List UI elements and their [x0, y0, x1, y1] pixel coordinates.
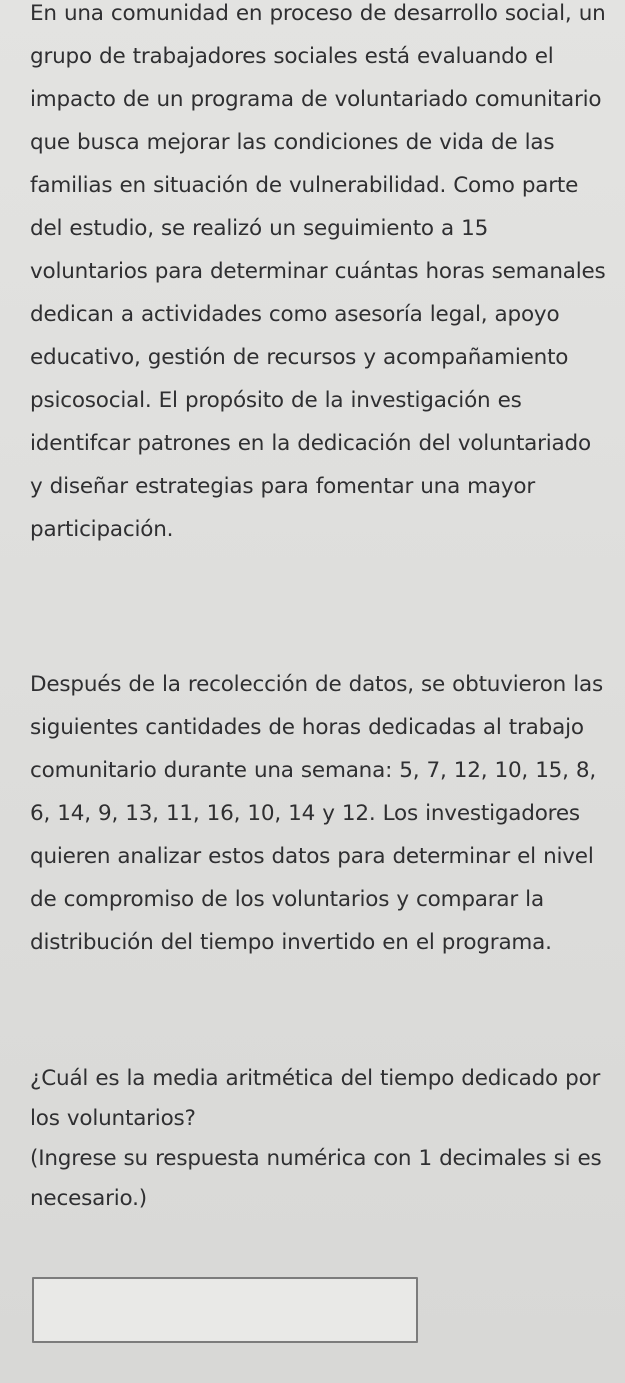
data-paragraph: Después de la recolección de datos, se obtuvieron las siguientes cantidades de horas dedicadas al trabajo comunitario durante una semana: 5, 7, 12, 10, 15, 8, 6, 14, 9, 13, 11, 16, 10, 14 y 12. Los investigadores quieren analizar estos datos para determinar el nivel de compromiso de los voluntarios y comparar la distribución del tiempo invertido en el programa.: [30, 672, 603, 955]
answer-input-box[interactable]: [32, 1277, 418, 1343]
question-prompt: ¿Cuál es la media aritmética del tiempo dedicado por los voluntarios?: [30, 1066, 601, 1131]
context-paragraph: En una comunidad en proceso de desarrollo social, un grupo de trabajadores sociales está evaluando el impacto de un programa de voluntariado comunitario que busca mejorar las condiciones de vida de las familias en situación de vulnerabilidad. Como parte del estudio, se realizó un seguimiento a 15 voluntarios para determinar cuántas horas semanales dedican a actividades como asesoría legal, apoyo educativo, gestión de recursos y acompañamiento psicosocial. El propósito de la investigación es identifcar patrones en la dedicación del voluntariado y diseñar estrategias para fomentar una mayor participación.: [30, 1, 606, 542]
answer-instructions: (Ingrese su respuesta numérica con 1 decimales si es necesario.): [30, 1146, 602, 1211]
answer-input[interactable]: [34, 1279, 416, 1341]
